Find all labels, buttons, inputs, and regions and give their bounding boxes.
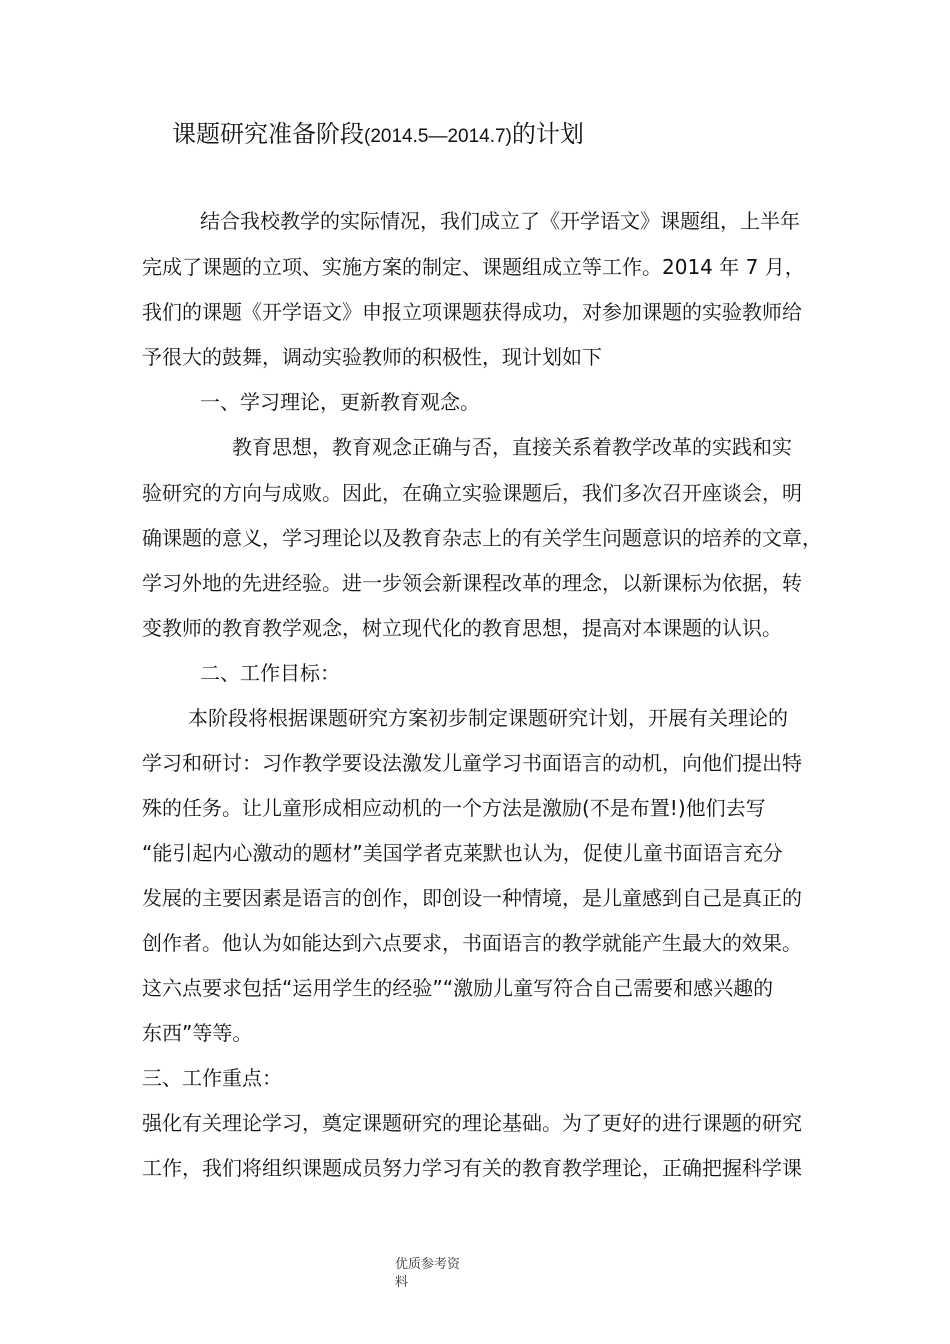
body-line: 殊的任务。让儿童形成相应动机的一个方法是激励(不是布置!)他们去写 xyxy=(142,796,766,820)
body-line: “能引起内心激动的题材”美国学者克莱默也认为，促使儿童书面语言充分 xyxy=(142,841,783,865)
body-line: 学习和研讨：习作教学要设法激发儿童学习书面语言的动机，向他们提出特 xyxy=(142,751,802,775)
body-line: 这六点要求包括“运用学生的经验”“激励儿童写符合自己需要和感兴趣的 xyxy=(142,976,774,1000)
body-line: 我们的课题《开学语文》申报立项课题获得成功，对参加课题的实验教师给 xyxy=(142,300,802,324)
body-line: 学习外地的先进经验。进一步领会新课程改革的理念，以新课标为依据，转 xyxy=(142,571,802,595)
body-line: 教育思想，教育观念正确与否，直接关系着教学改革的实践和实 xyxy=(232,435,792,459)
title-main: 课题研究准备阶段 xyxy=(172,120,364,148)
body-line: 予很大的鼓舞，调动实验教师的积极性，现计划如下 xyxy=(142,345,602,369)
body-line: 确课题的意义，学习理论以及教育杂志上的有关学生问题意识的培养的文章， xyxy=(142,526,822,550)
footer-text: 料 xyxy=(395,1275,409,1290)
body-line: 结合我校教学的实际情况，我们成立了《开学语文》课题组，上半年 xyxy=(200,209,800,233)
title-suffix: 的计划 xyxy=(511,120,584,148)
section-heading: 一、学习理论，更新教育观念。 xyxy=(200,390,480,414)
body-line: 强化有关理论学习，奠定课题研究的理论基础。为了更好的进行课题的研究 xyxy=(142,1111,802,1135)
body-line: 完成了课题的立项、实施方案的制定、课题组成立等工作。2014 年 7 月， xyxy=(142,255,805,279)
body-line: 东西”等等。 xyxy=(142,1021,253,1045)
title-dates: (2014.5—2014.7) xyxy=(364,126,512,147)
body-line: 工作，我们将组织课题成员努力学习有关的教育教学理论，正确把握科学课 xyxy=(142,1156,802,1180)
body-line: 发展的主要因素是语言的创作，即创设一种情境，是儿童感到自己是真正的 xyxy=(142,886,802,910)
section-heading: 三、工作重点： xyxy=(142,1066,282,1090)
body-line: 变教师的教育教学观念，树立现代化的教育思想，提高对本课题的认识。 xyxy=(142,616,782,640)
document-title xyxy=(172,116,872,155)
body-line: 创作者。他认为如能达到六点要求，书面语言的教学就能产生最大的效果。 xyxy=(142,931,802,955)
footer-text: 优质参考资 xyxy=(395,1257,461,1272)
body-line: 验研究的方向与成败。因此，在确立实验课题后，我们多次召开座谈会，明 xyxy=(142,481,802,505)
section-heading: 二、工作目标： xyxy=(200,661,340,685)
body-line: 本阶段将根据课题研究方案初步制定课题研究计划，开展有关理论的 xyxy=(188,706,788,730)
